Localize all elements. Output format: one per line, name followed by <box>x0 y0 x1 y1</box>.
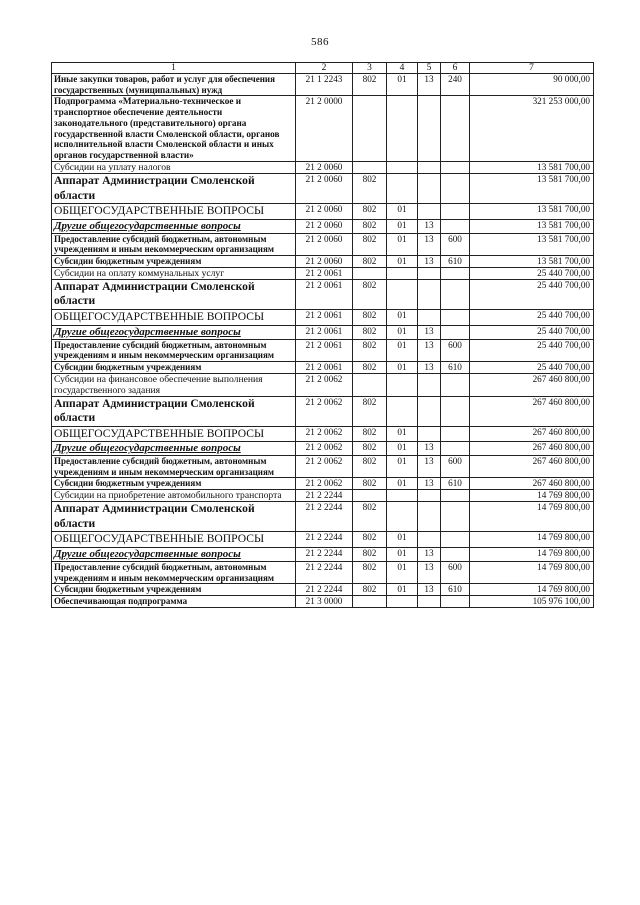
row-department-code-cell <box>353 373 387 396</box>
header-cell-4: 4 <box>387 63 418 74</box>
row-name-cell: Субсидии на уплату налогов <box>52 161 296 173</box>
row-department-code-cell: 802 <box>353 584 387 596</box>
row-name-cell: Предоставление субсидий бюджетным, автономным учреждениям и иным некоммерческим организациям <box>52 339 296 361</box>
row-name-cell: Иные закупки товаров, работ и услуг для обеспечения государственных (муниципальных) нужд <box>52 74 296 96</box>
table-row <box>52 373 594 396</box>
row-expense-type-cell: 600 <box>441 562 470 584</box>
header-cell-6: 6 <box>441 63 470 74</box>
table-header-row <box>52 63 594 74</box>
row-target-article-cell: 21 2 2244 <box>296 490 353 502</box>
table-row <box>52 548 594 562</box>
row-name-cell: ОБЩЕГОСУДАРСТВЕННЫЕ ВОПРОСЫ <box>52 309 296 325</box>
row-name-cell: Аппарат Администрации Смоленской области <box>52 173 296 203</box>
row-target-article-cell: 21 2 0061 <box>296 361 353 373</box>
row-subsection-cell <box>418 204 441 220</box>
row-expense-type-cell <box>441 204 470 220</box>
row-target-article-cell: 21 2 0000 <box>296 96 353 162</box>
header-cell-5: 5 <box>418 63 441 74</box>
row-target-article-cell: 21 2 0060 <box>296 173 353 203</box>
row-name-cell: Субсидии на финансовое обеспечение выполнения государственного задания <box>52 373 296 396</box>
row-amount-cell: 14 769 800,00 <box>470 502 594 532</box>
row-subsection-cell <box>418 490 441 502</box>
row-subsection-cell <box>418 396 441 426</box>
row-target-article-cell: 21 2 2244 <box>296 502 353 532</box>
row-department-code-cell: 802 <box>353 74 387 96</box>
row-target-article-cell: 21 2 0060 <box>296 219 353 233</box>
row-name-cell: Другие общегосударственные вопросы <box>52 325 296 339</box>
row-name-cell: Предоставление субсидий бюджетным, автономным учреждениям и иным некоммерческим организациям <box>52 233 296 255</box>
row-expense-type-cell: 600 <box>441 456 470 478</box>
row-amount-cell: 90 000,00 <box>470 74 594 96</box>
row-amount-cell: 13 581 700,00 <box>470 161 594 173</box>
row-section-cell <box>387 173 418 203</box>
row-amount-cell: 14 769 800,00 <box>470 562 594 584</box>
row-amount-cell: 13 581 700,00 <box>470 204 594 220</box>
row-name-cell: Аппарат Администрации Смоленской области <box>52 279 296 309</box>
row-expense-type-cell <box>441 548 470 562</box>
table-row <box>52 562 594 584</box>
row-section-cell: 01 <box>387 74 418 96</box>
row-department-code-cell: 802 <box>353 361 387 373</box>
row-department-code-cell: 802 <box>353 173 387 203</box>
row-subsection-cell: 13 <box>418 219 441 233</box>
row-section-cell: 01 <box>387 219 418 233</box>
row-target-article-cell: 21 2 0061 <box>296 267 353 279</box>
row-amount-cell: 267 460 800,00 <box>470 373 594 396</box>
header-cell-3: 3 <box>353 63 387 74</box>
row-section-cell: 01 <box>387 442 418 456</box>
row-target-article-cell: 21 2 0060 <box>296 204 353 220</box>
row-expense-type-cell <box>441 502 470 532</box>
row-amount-cell: 267 460 800,00 <box>470 426 594 442</box>
table-row <box>52 255 594 267</box>
row-amount-cell: 14 769 800,00 <box>470 532 594 548</box>
row-target-article-cell: 21 2 0062 <box>296 442 353 456</box>
row-expense-type-cell <box>441 490 470 502</box>
row-expense-type-cell: 610 <box>441 584 470 596</box>
row-section-cell: 01 <box>387 532 418 548</box>
row-department-code-cell: 802 <box>353 325 387 339</box>
row-department-code-cell <box>353 96 387 162</box>
table-row <box>52 279 594 309</box>
row-amount-cell: 13 581 700,00 <box>470 255 594 267</box>
row-target-article-cell: 21 2 2244 <box>296 548 353 562</box>
budget-table-container <box>51 62 593 608</box>
row-amount-cell: 321 253 000,00 <box>470 96 594 162</box>
row-name-cell: Субсидии бюджетным учреждениям <box>52 478 296 490</box>
row-target-article-cell: 21 2 0061 <box>296 325 353 339</box>
row-expense-type-cell: 610 <box>441 478 470 490</box>
row-expense-type-cell: 610 <box>441 361 470 373</box>
row-section-cell: 01 <box>387 478 418 490</box>
row-subsection-cell: 13 <box>418 339 441 361</box>
row-expense-type-cell <box>441 96 470 162</box>
row-name-cell: Предоставление субсидий бюджетным, автономным учреждениям и иным некоммерческим организациям <box>52 562 296 584</box>
table-row <box>52 596 594 608</box>
row-subsection-cell: 13 <box>418 562 441 584</box>
row-expense-type-cell <box>441 396 470 426</box>
row-department-code-cell: 802 <box>353 396 387 426</box>
row-section-cell: 01 <box>387 325 418 339</box>
row-amount-cell: 13 581 700,00 <box>470 219 594 233</box>
row-subsection-cell <box>418 267 441 279</box>
row-department-code-cell: 802 <box>353 548 387 562</box>
row-department-code-cell: 802 <box>353 562 387 584</box>
row-expense-type-cell <box>441 173 470 203</box>
row-amount-cell: 25 440 700,00 <box>470 279 594 309</box>
table-row <box>52 396 594 426</box>
row-target-article-cell: 21 2 0062 <box>296 478 353 490</box>
row-subsection-cell <box>418 596 441 608</box>
row-target-article-cell: 21 2 0062 <box>296 373 353 396</box>
row-target-article-cell: 21 2 0060 <box>296 161 353 173</box>
row-expense-type-cell: 600 <box>441 339 470 361</box>
row-name-cell: Обеспечивающая подпрограмма <box>52 596 296 608</box>
row-subsection-cell <box>418 279 441 309</box>
row-amount-cell: 25 440 700,00 <box>470 267 594 279</box>
row-target-article-cell: 21 2 0062 <box>296 396 353 426</box>
row-amount-cell: 267 460 800,00 <box>470 442 594 456</box>
row-section-cell <box>387 279 418 309</box>
row-expense-type-cell <box>441 325 470 339</box>
row-section-cell: 01 <box>387 309 418 325</box>
header-cell-7: 7 <box>470 63 594 74</box>
table-row <box>52 96 594 162</box>
row-target-article-cell: 21 2 0062 <box>296 456 353 478</box>
row-expense-type-cell <box>441 532 470 548</box>
row-expense-type-cell <box>441 426 470 442</box>
row-department-code-cell: 802 <box>353 309 387 325</box>
row-expense-type-cell <box>441 373 470 396</box>
row-department-code-cell <box>353 596 387 608</box>
table-row <box>52 426 594 442</box>
row-section-cell <box>387 373 418 396</box>
table-row <box>52 204 594 220</box>
row-name-cell: ОБЩЕГОСУДАРСТВЕННЫЕ ВОПРОСЫ <box>52 532 296 548</box>
row-department-code-cell: 802 <box>353 279 387 309</box>
row-section-cell <box>387 396 418 426</box>
row-target-article-cell: 21 3 0000 <box>296 596 353 608</box>
budget-table <box>51 62 594 608</box>
row-department-code-cell: 802 <box>353 478 387 490</box>
row-section-cell: 01 <box>387 426 418 442</box>
row-name-cell: Аппарат Администрации Смоленской области <box>52 396 296 426</box>
row-target-article-cell: 21 2 0062 <box>296 426 353 442</box>
row-name-cell: Субсидии на приобретение автомобильного транспорта <box>52 490 296 502</box>
row-subsection-cell <box>418 502 441 532</box>
row-target-article-cell: 21 2 0061 <box>296 279 353 309</box>
table-row <box>52 456 594 478</box>
row-subsection-cell: 13 <box>418 456 441 478</box>
row-name-cell: Субсидии бюджетным учреждениям <box>52 361 296 373</box>
row-subsection-cell <box>418 309 441 325</box>
row-subsection-cell: 13 <box>418 233 441 255</box>
row-section-cell <box>387 96 418 162</box>
row-department-code-cell: 802 <box>353 219 387 233</box>
row-department-code-cell: 802 <box>353 426 387 442</box>
table-row <box>52 339 594 361</box>
row-target-article-cell: 21 1 2243 <box>296 74 353 96</box>
row-name-cell: Аппарат Администрации Смоленской области <box>52 502 296 532</box>
table-row <box>52 442 594 456</box>
row-subsection-cell <box>418 373 441 396</box>
row-expense-type-cell <box>441 596 470 608</box>
row-section-cell <box>387 490 418 502</box>
row-amount-cell: 267 460 800,00 <box>470 478 594 490</box>
table-row <box>52 173 594 203</box>
row-name-cell: Субсидии на оплату коммунальных услуг <box>52 267 296 279</box>
row-amount-cell: 25 440 700,00 <box>470 309 594 325</box>
table-row <box>52 233 594 255</box>
row-subsection-cell: 13 <box>418 584 441 596</box>
table-row <box>52 74 594 96</box>
row-department-code-cell: 802 <box>353 204 387 220</box>
table-row <box>52 490 594 502</box>
row-section-cell <box>387 161 418 173</box>
table-row <box>52 309 594 325</box>
row-name-cell: ОБЩЕГОСУДАРСТВЕННЫЕ ВОПРОСЫ <box>52 426 296 442</box>
row-subsection-cell: 13 <box>418 478 441 490</box>
row-subsection-cell: 13 <box>418 548 441 562</box>
row-name-cell: Другие общегосударственные вопросы <box>52 219 296 233</box>
row-expense-type-cell <box>441 279 470 309</box>
row-section-cell: 01 <box>387 339 418 361</box>
row-name-cell: Субсидии бюджетным учреждениям <box>52 584 296 596</box>
row-section-cell <box>387 267 418 279</box>
table-row <box>52 325 594 339</box>
row-subsection-cell: 13 <box>418 74 441 96</box>
row-amount-cell: 14 769 800,00 <box>470 584 594 596</box>
row-subsection-cell: 13 <box>418 361 441 373</box>
row-section-cell <box>387 596 418 608</box>
row-subsection-cell <box>418 173 441 203</box>
row-subsection-cell: 13 <box>418 325 441 339</box>
row-expense-type-cell: 610 <box>441 255 470 267</box>
row-name-cell: Другие общегосударственные вопросы <box>52 442 296 456</box>
row-section-cell: 01 <box>387 562 418 584</box>
row-department-code-cell <box>353 490 387 502</box>
row-section-cell: 01 <box>387 456 418 478</box>
table-row <box>52 161 594 173</box>
header-cell-2: 2 <box>296 63 353 74</box>
row-department-code-cell: 802 <box>353 233 387 255</box>
row-amount-cell: 267 460 800,00 <box>470 456 594 478</box>
row-target-article-cell: 21 2 2244 <box>296 562 353 584</box>
row-name-cell: Предоставление субсидий бюджетным, автономным учреждениям и иным некоммерческим организациям <box>52 456 296 478</box>
row-amount-cell: 14 769 800,00 <box>470 548 594 562</box>
row-section-cell: 01 <box>387 361 418 373</box>
row-expense-type-cell <box>441 267 470 279</box>
table-row <box>52 219 594 233</box>
row-expense-type-cell <box>441 219 470 233</box>
row-target-article-cell: 21 2 2244 <box>296 584 353 596</box>
row-expense-type-cell: 600 <box>441 233 470 255</box>
row-amount-cell: 14 769 800,00 <box>470 490 594 502</box>
row-target-article-cell: 21 2 2244 <box>296 532 353 548</box>
row-amount-cell: 13 581 700,00 <box>470 173 594 203</box>
table-row <box>52 267 594 279</box>
row-name-cell: Другие общегосударственные вопросы <box>52 548 296 562</box>
row-expense-type-cell <box>441 309 470 325</box>
table-row <box>52 478 594 490</box>
row-department-code-cell: 802 <box>353 255 387 267</box>
row-department-code-cell <box>353 267 387 279</box>
row-section-cell: 01 <box>387 233 418 255</box>
table-row <box>52 502 594 532</box>
row-expense-type-cell <box>441 161 470 173</box>
row-subsection-cell <box>418 532 441 548</box>
row-department-code-cell: 802 <box>353 339 387 361</box>
row-amount-cell: 25 440 700,00 <box>470 325 594 339</box>
row-target-article-cell: 21 2 0061 <box>296 309 353 325</box>
row-amount-cell: 25 440 700,00 <box>470 339 594 361</box>
row-amount-cell: 25 440 700,00 <box>470 361 594 373</box>
row-name-cell: ОБЩЕГОСУДАРСТВЕННЫЕ ВОПРОСЫ <box>52 204 296 220</box>
table-row <box>52 532 594 548</box>
row-section-cell: 01 <box>387 548 418 562</box>
row-section-cell: 01 <box>387 255 418 267</box>
row-expense-type-cell <box>441 442 470 456</box>
row-target-article-cell: 21 2 0060 <box>296 233 353 255</box>
row-name-cell: Подпрограмма «Материально-техническое и транспортное обеспечение деятельности законодательного (представительного) органа государственной власти Смоленской области, органов исполнительной власти Смоленской области и иных органов государственной власти» <box>52 96 296 162</box>
row-section-cell: 01 <box>387 584 418 596</box>
row-amount-cell: 105 976 100,00 <box>470 596 594 608</box>
row-section-cell <box>387 502 418 532</box>
row-department-code-cell: 802 <box>353 456 387 478</box>
row-target-article-cell: 21 2 0060 <box>296 255 353 267</box>
row-name-cell: Субсидии бюджетным учреждениям <box>52 255 296 267</box>
row-subsection-cell <box>418 96 441 162</box>
row-subsection-cell: 13 <box>418 255 441 267</box>
row-subsection-cell <box>418 426 441 442</box>
header-cell-1: 1 <box>52 63 296 74</box>
row-department-code-cell <box>353 161 387 173</box>
row-subsection-cell <box>418 161 441 173</box>
row-subsection-cell: 13 <box>418 442 441 456</box>
row-amount-cell: 267 460 800,00 <box>470 396 594 426</box>
row-department-code-cell: 802 <box>353 502 387 532</box>
row-target-article-cell: 21 2 0061 <box>296 339 353 361</box>
table-row <box>52 584 594 596</box>
table-row <box>52 361 594 373</box>
row-department-code-cell: 802 <box>353 442 387 456</box>
row-amount-cell: 13 581 700,00 <box>470 233 594 255</box>
row-department-code-cell: 802 <box>353 532 387 548</box>
row-expense-type-cell: 240 <box>441 74 470 96</box>
row-section-cell: 01 <box>387 204 418 220</box>
page-number: 586 <box>311 36 329 48</box>
